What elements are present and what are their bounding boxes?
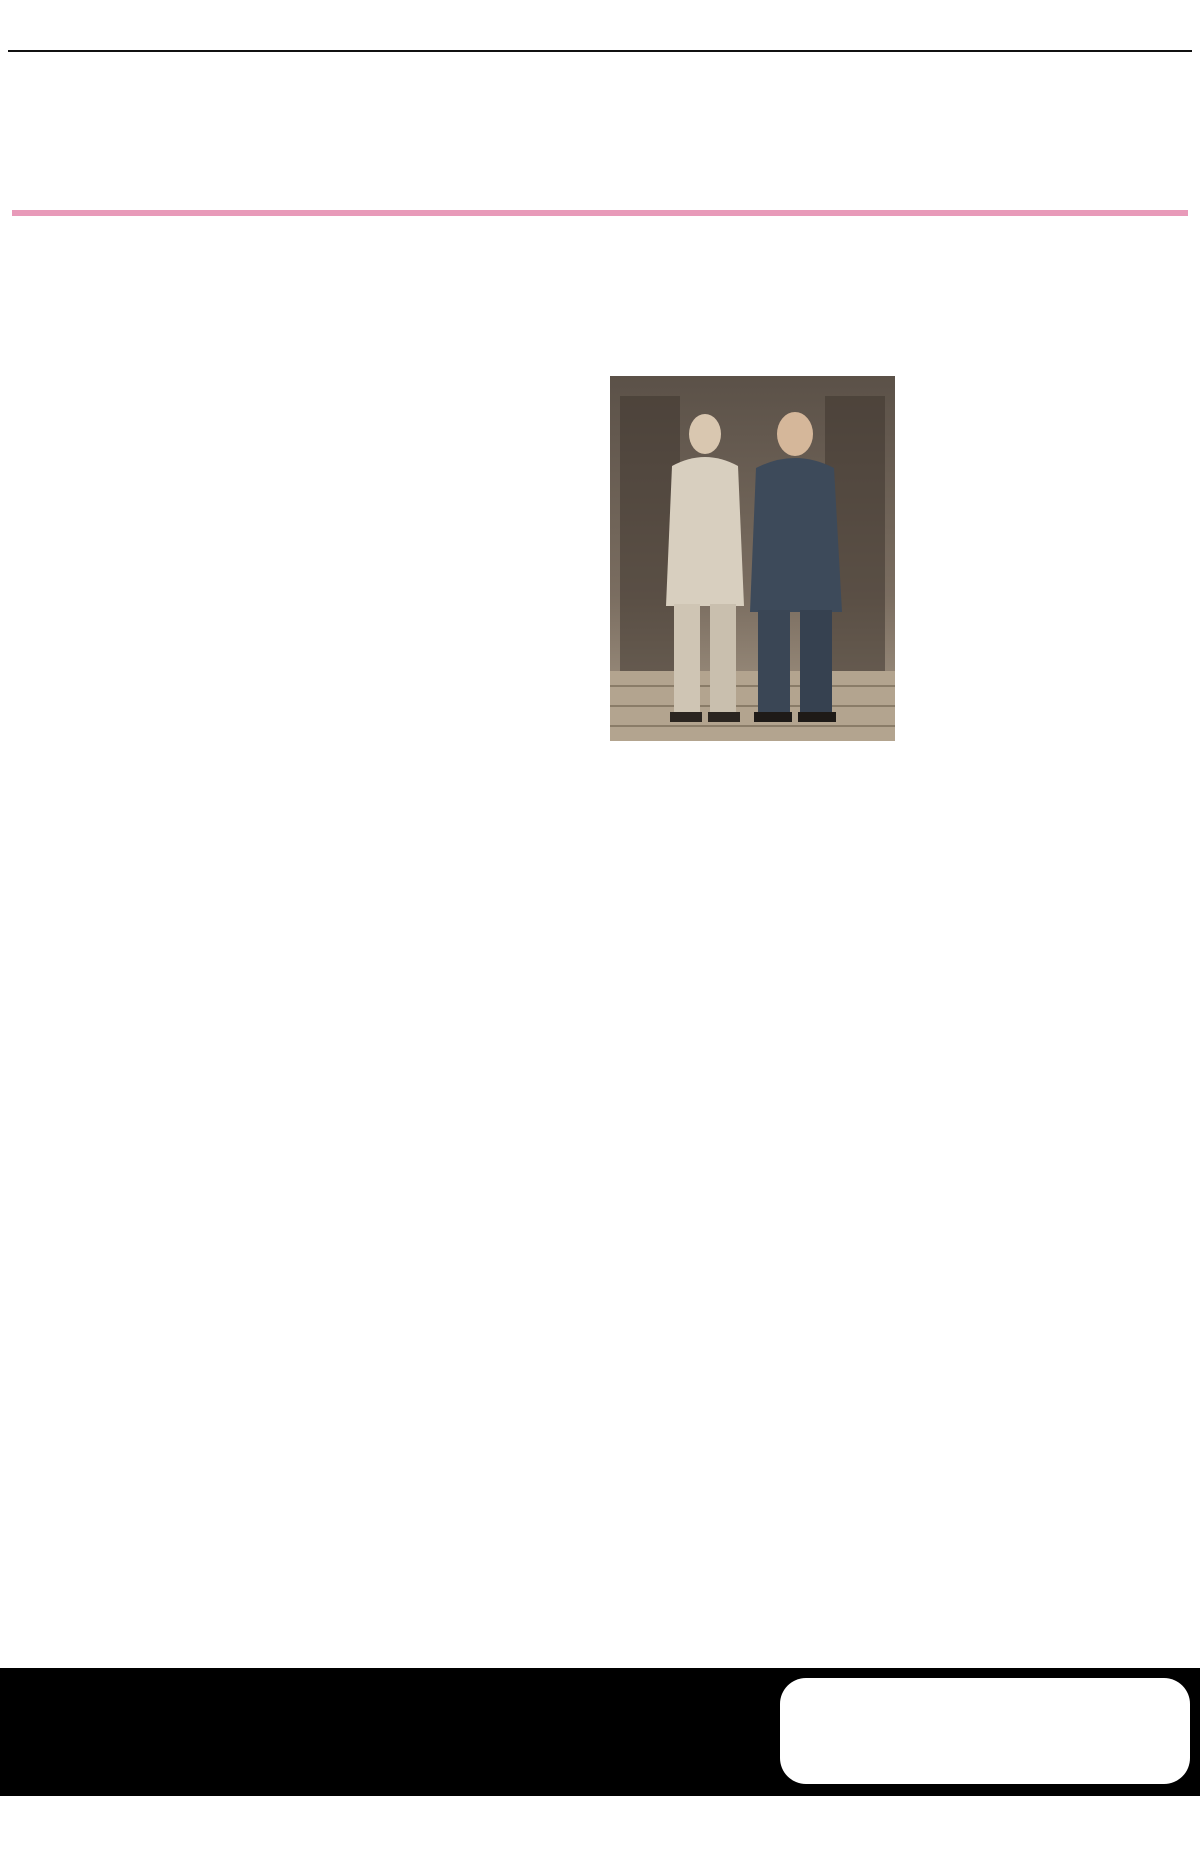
article-column-1 <box>12 376 292 1666</box>
contact-box <box>780 1678 1190 1784</box>
ad-banner <box>0 1668 1200 1796</box>
store-advertisement <box>0 1668 1200 1860</box>
photo-two-leaders <box>610 376 895 741</box>
article-column-3 <box>610 376 895 1666</box>
article-column-4 <box>908 376 1190 1666</box>
headline-divider <box>12 210 1188 216</box>
newspaper-header <box>8 18 1192 52</box>
historical-photo <box>610 376 895 741</box>
article-column-2 <box>308 376 593 1666</box>
